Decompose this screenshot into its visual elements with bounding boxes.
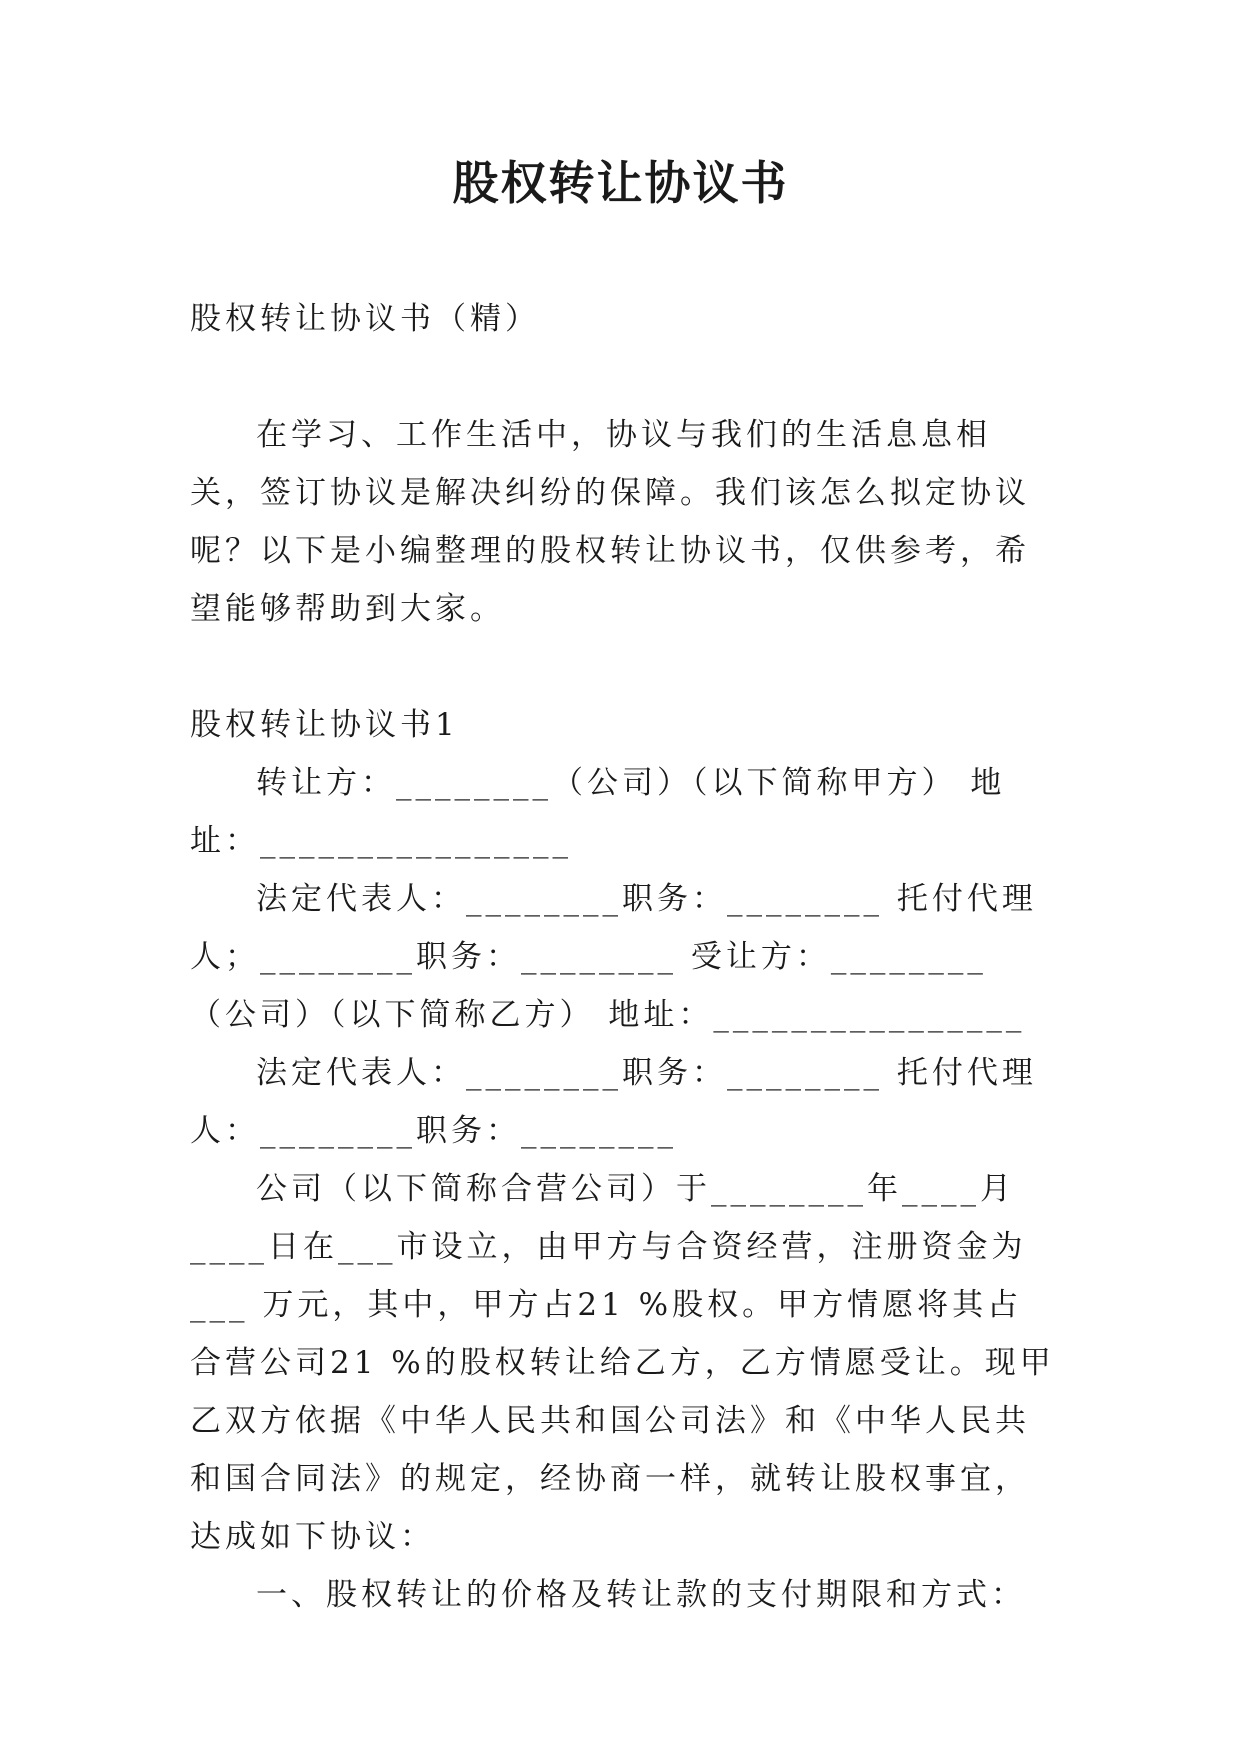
section-heading: 股权转让协议书1 [190, 707, 459, 743]
transferor-representative-paragraph: 法定代表人：________职务：________ 托付代理人；________职务：________ 受让方：________（公司）（以下简称乙方） 地址：________________ [190, 881, 1037, 1033]
document-title: 股权转让协议书 [452, 156, 789, 210]
intro-paragraph: 在学习、工作生活中，协议与我们的生活息息相关，签订协议是解决纠纷的保障。我们该怎么拟定协议呢？以下是小编整理的股权转让协议书，仅供参考，希望能够帮助到大家。 [190, 417, 1030, 627]
company-paragraph: 公司（以下简称合营公司）于________年____月____日在___市设立，由甲方与合资经营，注册资金为___ 万元，其中，甲方占21 %股权。甲方情愿将其占合营公司21 %的股权转让给乙方，乙方情愿受让。现甲乙双方依据《中华人民共和国公司法》和《中华人民共和国合同法》的规定，经协商一样，就转让股权事宜，达成如下协议： [190, 1171, 1055, 1555]
transferee-representative-paragraph: 法定代表人：________职务：________ 托付代理人：________职务：________ [190, 1055, 1037, 1149]
document-subtitle: 股权转让协议书（精） [190, 301, 540, 337]
clause-one: 一、股权转让的价格及转让款的支付期限和方式： [256, 1577, 1026, 1613]
transferor-paragraph: 转让方：________（公司）（以下简称甲方） 地址：________________ [190, 765, 1006, 859]
document-body [190, 290, 1056, 1624]
